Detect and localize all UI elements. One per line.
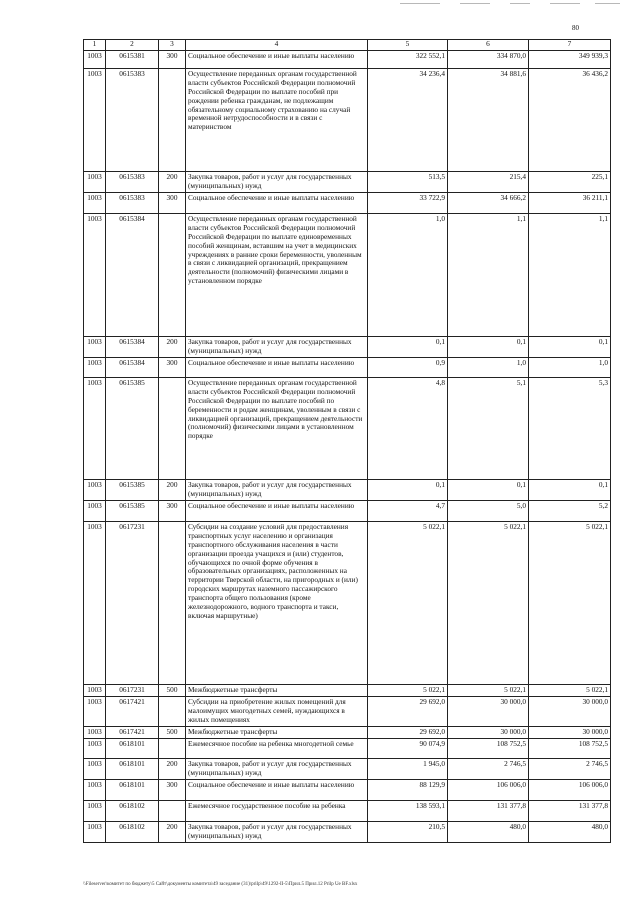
table-row xyxy=(84,501,611,522)
section-code: 1003 xyxy=(84,480,106,501)
target-code: 0615383 xyxy=(106,193,159,214)
amount-col-6: 0,1 xyxy=(448,480,529,501)
row-description: Осуществление переданных органам государственной власти субъектов Российской Федерации полномочий Российской Федерации по выплате пособий по беременности и родам женщинам, уволенным в связи с ликвидацией организаций, прекращением деятельности (полномочий) физическими лицами в установленном порядке xyxy=(186,378,368,480)
amount-col-5: 5 022,1 xyxy=(368,522,448,685)
target-code: 0617421 xyxy=(106,696,159,726)
amount-col-7: 1,0 xyxy=(529,358,611,378)
section-code: 1003 xyxy=(84,214,106,337)
amount-col-5: 0,9 xyxy=(368,358,448,378)
section-code: 1003 xyxy=(84,522,106,685)
header-col-6: 6 xyxy=(448,40,529,51)
row-description: Закупка товаров, работ и услуг для государственных (муниципальных) нужд xyxy=(186,480,368,501)
amount-col-7: 5 022,1 xyxy=(529,685,611,697)
amount-col-6: 334 870,0 xyxy=(448,51,529,69)
amount-col-6: 215,4 xyxy=(448,172,529,193)
header-col-5: 5 xyxy=(368,40,448,51)
amount-col-7: 106 006,0 xyxy=(529,779,611,800)
table-row xyxy=(84,214,611,337)
amount-col-7: 5 022,1 xyxy=(529,522,611,685)
target-code: 0617421 xyxy=(106,726,159,738)
target-code: 0615383 xyxy=(106,172,159,193)
amount-col-7: 5,3 xyxy=(529,378,611,480)
target-code: 0618102 xyxy=(106,800,159,821)
amount-col-6: 108 752,5 xyxy=(448,738,529,758)
header-col-2: 2 xyxy=(106,40,159,51)
header-col-4: 4 xyxy=(186,40,368,51)
table-row xyxy=(84,337,611,358)
amount-col-7: 0,1 xyxy=(529,480,611,501)
amount-col-5: 322 552,1 xyxy=(368,51,448,69)
expense-type-code: 200 xyxy=(159,758,186,779)
section-code: 1003 xyxy=(84,378,106,480)
section-code: 1003 xyxy=(84,758,106,779)
amount-col-5: 210,5 xyxy=(368,821,448,842)
row-description: Субсидии на создание условий для предоставления транспортных услуг населению и организация транспортного обслуживания населения в части организации проезда учащихся и (или) студентов, обучающихся по очной форме обучения в образовательных организациях, расположенных на территории Тверской области, на пригородных и (или) городских маршрутах наземного пассажирского транспорта общего пользования (кроме железнодорожного, водного транспорта и такси, включая маршрутные) xyxy=(186,522,368,685)
row-description: Социальное обеспечение и иные выплаты населению xyxy=(186,51,368,69)
row-description: Социальное обеспечение и иные выплаты населению xyxy=(186,358,368,378)
target-code: 0615381 xyxy=(106,51,159,69)
amount-col-6: 1,0 xyxy=(448,358,529,378)
expense-type-code xyxy=(159,738,186,758)
table-row xyxy=(84,51,611,69)
amount-col-6: 34 666,2 xyxy=(448,193,529,214)
row-description: Закупка товаров, работ и услуг для государственных (муниципальных) нужд xyxy=(186,758,368,779)
table-row xyxy=(84,685,611,697)
header-col-7: 7 xyxy=(529,40,611,51)
amount-col-5: 90 074,9 xyxy=(368,738,448,758)
section-code: 1003 xyxy=(84,726,106,738)
target-code: 0615384 xyxy=(106,358,159,378)
target-code: 0618101 xyxy=(106,779,159,800)
table-row xyxy=(84,738,611,758)
table-row xyxy=(84,779,611,800)
amount-col-6: 5,1 xyxy=(448,378,529,480)
amount-col-7: 30 000,0 xyxy=(529,696,611,726)
table-row xyxy=(84,522,611,685)
amount-col-6: 5,0 xyxy=(448,501,529,522)
amount-col-5: 34 236,4 xyxy=(368,69,448,172)
expense-type-code: 300 xyxy=(159,779,186,800)
table-row xyxy=(84,69,611,172)
row-description: Социальное обеспечение и иные выплаты населению xyxy=(186,501,368,522)
section-code: 1003 xyxy=(84,51,106,69)
amount-col-7: 2 746,5 xyxy=(529,758,611,779)
row-description: Закупка товаров, работ и услуг для государственных (муниципальных) нужд xyxy=(186,821,368,842)
table-row xyxy=(84,696,611,726)
section-code: 1003 xyxy=(84,337,106,358)
section-code: 1003 xyxy=(84,172,106,193)
table-row xyxy=(84,193,611,214)
amount-col-5: 1 945,0 xyxy=(368,758,448,779)
table-header-row xyxy=(84,40,611,51)
amount-col-6: 1,1 xyxy=(448,214,529,337)
expense-type-code: 300 xyxy=(159,358,186,378)
row-description: Межбюджетные трансферты xyxy=(186,726,368,738)
row-description: Социальное обеспечение и иные выплаты населению xyxy=(186,193,368,214)
expense-type-code xyxy=(159,69,186,172)
section-code: 1003 xyxy=(84,501,106,522)
amount-col-5: 1,0 xyxy=(368,214,448,337)
footer-file-path: \\Fileserver\комитет по бюджету\5 Сайт\документы комитета\49 заседание (31)\prilp\49\1292-II-5\Прил.5 Прил.12 Prilp Ue BF.xlsx xyxy=(83,882,358,887)
amount-col-7: 480,0 xyxy=(529,821,611,842)
table-row xyxy=(84,358,611,378)
amount-col-5: 0,1 xyxy=(368,337,448,358)
section-code: 1003 xyxy=(84,696,106,726)
amount-col-5: 513,5 xyxy=(368,172,448,193)
table-row xyxy=(84,726,611,738)
table-row xyxy=(84,821,611,842)
amount-col-5: 4,8 xyxy=(368,378,448,480)
row-description: Осуществление переданных органам государственной власти субъектов Российской Федерации полномочий Российской Федерации по выплате пособий при рождении ребенка гражданам, не подлежащим обязательному социальному страхованию на случай временной нетрудоспособности и в связи с материнством xyxy=(186,69,368,172)
section-code: 1003 xyxy=(84,358,106,378)
amount-col-5: 33 722,9 xyxy=(368,193,448,214)
amount-col-5: 138 593,1 xyxy=(368,800,448,821)
target-code: 0615384 xyxy=(106,337,159,358)
target-code: 0618101 xyxy=(106,758,159,779)
amount-col-6: 5 022,1 xyxy=(448,522,529,685)
amount-col-6: 0,1 xyxy=(448,337,529,358)
expense-type-code xyxy=(159,800,186,821)
expense-type-code xyxy=(159,522,186,685)
expense-type-code xyxy=(159,214,186,337)
row-description: Закупка товаров, работ и услуг для государственных (муниципальных) нужд xyxy=(186,172,368,193)
row-description: Межбюджетные трансферты xyxy=(186,685,368,697)
row-description: Закупка товаров, работ и услуг для государственных (муниципальных) нужд xyxy=(186,337,368,358)
expense-type-code xyxy=(159,696,186,726)
section-code: 1003 xyxy=(84,193,106,214)
amount-col-7: 108 752,5 xyxy=(529,738,611,758)
row-description: Осуществление переданных органам государственной власти субъектов Российской Федерации полномочий Российской Федерации по выплате единовременных пособий женщинам, вставшим на учет в медицинских учреждениях в ранние сроки беременности, уволенным в связи с ликвидацией организаций, прекращением деятельности (полномочий) физическими лицами в установленном порядке xyxy=(186,214,368,337)
target-code: 0618101 xyxy=(106,738,159,758)
amount-col-6: 131 377,8 xyxy=(448,800,529,821)
expense-type-code: 300 xyxy=(159,501,186,522)
section-code: 1003 xyxy=(84,779,106,800)
table-body xyxy=(84,51,611,843)
scan-artifact-marks xyxy=(360,0,640,8)
row-description: Ежемесячное пособие на ребенка многодетной семье xyxy=(186,738,368,758)
header-col-3: 3 xyxy=(159,40,186,51)
table-row xyxy=(84,172,611,193)
table-row xyxy=(84,378,611,480)
amount-col-6: 2 746,5 xyxy=(448,758,529,779)
amount-col-7: 349 939,3 xyxy=(529,51,611,69)
target-code: 0615385 xyxy=(106,480,159,501)
target-code: 0615384 xyxy=(106,214,159,337)
expense-type-code: 300 xyxy=(159,51,186,69)
amount-col-6: 30 000,0 xyxy=(448,696,529,726)
table-row xyxy=(84,800,611,821)
amount-col-7: 36 211,1 xyxy=(529,193,611,214)
table-row xyxy=(84,758,611,779)
expense-type-code: 200 xyxy=(159,337,186,358)
amount-col-6: 480,0 xyxy=(448,821,529,842)
section-code: 1003 xyxy=(84,685,106,697)
target-code: 0617231 xyxy=(106,685,159,697)
amount-col-6: 106 006,0 xyxy=(448,779,529,800)
target-code: 0615385 xyxy=(106,378,159,480)
header-col-1: 1 xyxy=(84,40,106,51)
expense-type-code: 500 xyxy=(159,726,186,738)
expense-type-code: 300 xyxy=(159,193,186,214)
expense-type-code: 200 xyxy=(159,480,186,501)
budget-table xyxy=(83,39,611,843)
expense-type-code: 200 xyxy=(159,172,186,193)
expense-type-code: 200 xyxy=(159,821,186,842)
row-description: Социальное обеспечение и иные выплаты населению xyxy=(186,779,368,800)
amount-col-5: 29 692,0 xyxy=(368,696,448,726)
amount-col-7: 36 436,2 xyxy=(529,69,611,172)
row-description: Ежемесячное государственное пособие на ребенка xyxy=(186,800,368,821)
amount-col-6: 5 022,1 xyxy=(448,685,529,697)
section-code: 1003 xyxy=(84,69,106,172)
section-code: 1003 xyxy=(84,738,106,758)
expense-type-code: 500 xyxy=(159,685,186,697)
amount-col-7: 1,1 xyxy=(529,214,611,337)
amount-col-5: 88 129,9 xyxy=(368,779,448,800)
amount-col-7: 225,1 xyxy=(529,172,611,193)
target-code: 0615385 xyxy=(106,501,159,522)
amount-col-7: 5,2 xyxy=(529,501,611,522)
amount-col-5: 5 022,1 xyxy=(368,685,448,697)
expense-type-code xyxy=(159,378,186,480)
amount-col-5: 0,1 xyxy=(368,480,448,501)
amount-col-6: 34 881,6 xyxy=(448,69,529,172)
table-row xyxy=(84,480,611,501)
target-code: 0618102 xyxy=(106,821,159,842)
target-code: 0617231 xyxy=(106,522,159,685)
amount-col-5: 29 692,0 xyxy=(368,726,448,738)
amount-col-7: 0,1 xyxy=(529,337,611,358)
amount-col-7: 30 000,0 xyxy=(529,726,611,738)
page-number: 80 xyxy=(572,24,579,32)
row-description: Субсидии на приобретение жилых помещений для малоимущих многодетных семей, нуждающихся в жилых помещениях xyxy=(186,696,368,726)
target-code: 0615383 xyxy=(106,69,159,172)
amount-col-5: 4,7 xyxy=(368,501,448,522)
amount-col-6: 30 000,0 xyxy=(448,726,529,738)
section-code: 1003 xyxy=(84,821,106,842)
amount-col-7: 131 377,8 xyxy=(529,800,611,821)
section-code: 1003 xyxy=(84,800,106,821)
